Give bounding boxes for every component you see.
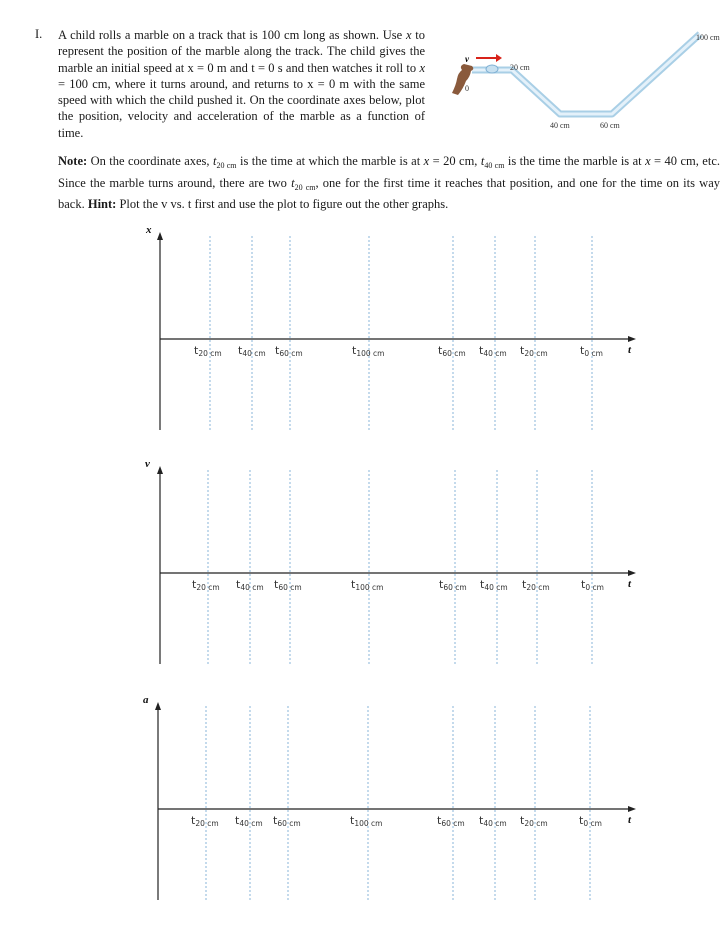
tick-label: t20 cm — [191, 814, 219, 828]
axis-label-a: a — [143, 694, 149, 706]
label-60cm: 60 cm — [600, 121, 620, 130]
problem-statement: A child rolls a marble on a track that is 100 cm long as shown. Use x to represent the position of the marble along the track. The child gives the marble an initial speed at x = 0 m and t = 0 s and then watches it roll to x = 100 cm, where it turns around, and returns to x = 0 m with the same speed with which the child pushed it. On the coordinate axes below, plot the position, velocity and acceleration of the marble as a function of time. — [58, 28, 425, 140]
tick-label: t0 cm — [579, 814, 602, 828]
tick-label: t60 cm — [274, 578, 302, 592]
axis-label-v: v — [145, 458, 150, 470]
tick-labels — [194, 344, 603, 358]
velocity-graph — [140, 456, 640, 668]
tick-label: t0 cm — [581, 578, 604, 592]
track-figure — [432, 22, 727, 140]
tick-label: t40 cm — [235, 814, 263, 828]
tick-label: t100 cm — [351, 578, 384, 592]
position-graph — [140, 222, 640, 434]
axis-label-t: t — [628, 578, 632, 590]
acceleration-graph — [140, 692, 640, 904]
tick-label: t40 cm — [238, 344, 266, 358]
tick-label: t0 cm — [580, 344, 603, 358]
note-paragraph: Note: On the coordinate axes, $t_{20 cm}$ is the time at which the marble is at x = 20 cm, $t_{40 cm}$ is the time the marble is at x = 40 cm, etc. Since the marble turns around, there are two $t_{20 cm}$, one for the first time it reaches that position, and one for the time on its way back. Hint: Plot the v vs. t first and use the plot to figure out the other graphs. — [58, 154, 721, 211]
problem-number: I. — [35, 27, 43, 41]
graph-gridlines — [208, 470, 592, 664]
tick-label: t20 cm — [520, 344, 548, 358]
tick-label: t20 cm — [192, 578, 220, 592]
tick-label: t100 cm — [352, 344, 385, 358]
tick-label: t60 cm — [437, 814, 465, 828]
tick-label: t60 cm — [438, 344, 466, 358]
graph-gridlines — [210, 236, 592, 430]
label-0: 0 — [465, 84, 469, 93]
label-100cm: 100 cm — [696, 33, 720, 42]
tick-label: t20 cm — [520, 814, 548, 828]
tick-label: t40 cm — [236, 578, 264, 592]
tick-label: t20 cm — [194, 344, 222, 358]
tick-label: t60 cm — [439, 578, 467, 592]
hand-icon — [452, 64, 473, 95]
marble — [486, 65, 498, 73]
axis-label-t: t — [628, 814, 632, 826]
tick-label: t40 cm — [479, 814, 507, 828]
tick-label: t60 cm — [273, 814, 301, 828]
axis-label-t: t — [628, 344, 632, 356]
tick-label: t100 cm — [350, 814, 383, 828]
axis-label-x: x — [146, 224, 152, 236]
tick-label: t60 cm — [275, 344, 303, 358]
velocity-label: v — [465, 54, 469, 64]
graph-gridlines — [206, 706, 590, 900]
tick-labels — [192, 578, 604, 592]
label-20cm: 20 cm — [510, 63, 530, 72]
tick-labels — [191, 814, 602, 828]
tick-label: t40 cm — [480, 578, 508, 592]
tick-label: t40 cm — [479, 344, 507, 358]
label-40cm: 40 cm — [550, 121, 570, 130]
tick-label: t20 cm — [522, 578, 550, 592]
